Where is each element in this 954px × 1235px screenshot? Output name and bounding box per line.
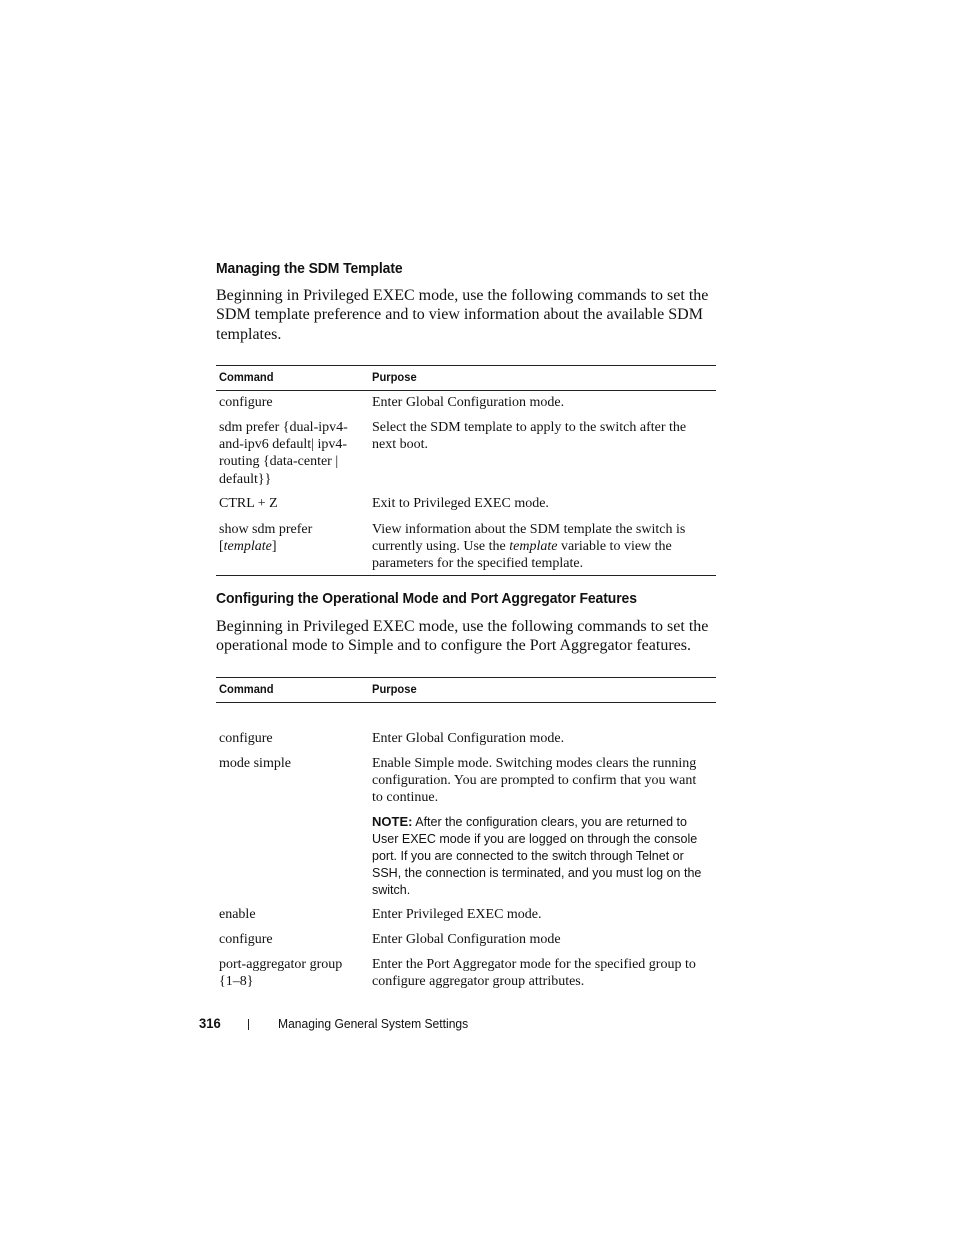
note-label: NOTE: bbox=[372, 814, 413, 829]
purpose-cell bbox=[372, 730, 714, 747]
bracket: [ bbox=[219, 539, 224, 555]
command-line bbox=[219, 538, 359, 555]
intro-line: Beginning in Privileged EXEC mode, use the following commands to set the bbox=[216, 618, 709, 635]
purpose-cell bbox=[372, 419, 714, 453]
section-intro-sdm bbox=[216, 286, 716, 344]
purpose-line: configuration. You are prompted to confirm that you want bbox=[372, 773, 697, 789]
command-line: port-aggregator group bbox=[219, 957, 343, 972]
command-cell bbox=[219, 755, 359, 772]
purpose-line: View information about the SDM template the switch is bbox=[372, 522, 686, 537]
section-heading-sdm-template: Managing the SDM Template bbox=[216, 260, 403, 277]
note-line: User EXEC mode if you are logged on through the console bbox=[372, 832, 698, 847]
purpose-cell bbox=[372, 394, 714, 411]
command-cell bbox=[219, 931, 359, 948]
command-line: mode simple bbox=[219, 756, 291, 771]
section-intro-operational bbox=[216, 617, 716, 656]
table-header bbox=[216, 365, 716, 391]
command-line: configure bbox=[219, 731, 273, 746]
intro-line: operational mode to Simple and to configure the Port Aggregator features. bbox=[216, 637, 691, 655]
command-line: default}} bbox=[219, 471, 272, 487]
note-line: SSH, the connection is terminated, and you must log on the bbox=[372, 866, 702, 881]
purpose-cell bbox=[372, 755, 714, 807]
purpose-line: Enter the Port Aggregator mode for the specified group to bbox=[372, 957, 696, 972]
command-cell bbox=[219, 956, 359, 990]
command-line: sdm prefer {dual-ipv4- bbox=[219, 420, 348, 435]
intro-line: templates. bbox=[216, 325, 282, 343]
template-variable: template bbox=[509, 539, 558, 555]
command-cell bbox=[219, 730, 359, 747]
command-line: CTRL + Z bbox=[219, 496, 278, 511]
purpose-cell bbox=[372, 956, 714, 990]
intro-line: Beginning in Privileged EXEC mode, use the following commands to set the bbox=[216, 287, 709, 304]
purpose-cell bbox=[372, 931, 714, 948]
footer-separator bbox=[248, 1019, 249, 1030]
purpose-cell bbox=[372, 495, 714, 512]
purpose-line: parameters for the specified template. bbox=[372, 556, 584, 572]
note-line: switch. bbox=[372, 883, 411, 898]
purpose-line: Enter Global Configuration mode bbox=[372, 932, 561, 947]
purpose-line: Enable Simple mode. Switching modes clears the running bbox=[372, 756, 697, 771]
command-line: enable bbox=[219, 907, 256, 922]
command-line: and-ipv6 default| ipv4- bbox=[219, 437, 347, 453]
purpose-line: next boot. bbox=[372, 437, 428, 453]
purpose-line: Enter Global Configuration mode. bbox=[372, 731, 565, 746]
note-line: port. If you are connected to the switch through Telnet or bbox=[372, 849, 684, 864]
purpose-line: Enter Privileged EXEC mode. bbox=[372, 907, 542, 922]
purpose-cell bbox=[372, 906, 714, 923]
command-cell bbox=[219, 521, 359, 555]
command-line: routing {data-center | bbox=[219, 454, 339, 470]
purpose-text: currently using. Use the bbox=[372, 539, 510, 555]
purpose-cell bbox=[372, 521, 714, 573]
note-block bbox=[372, 813, 714, 899]
note-line bbox=[372, 813, 714, 831]
column-header-command: Command bbox=[219, 370, 274, 384]
purpose-line: Enter Global Configuration mode. bbox=[372, 395, 565, 410]
column-header-command: Command bbox=[219, 682, 274, 696]
table-header bbox=[216, 677, 716, 703]
page-number: 316 bbox=[199, 1015, 221, 1031]
purpose-line bbox=[372, 538, 714, 555]
note-text: After the configuration clears, you are returned to bbox=[415, 815, 687, 829]
footer-chapter-title: Managing General System Settings bbox=[278, 1016, 469, 1031]
command-cell bbox=[219, 419, 359, 488]
bracket: ] bbox=[271, 539, 277, 555]
purpose-text: variable to view the bbox=[557, 539, 672, 555]
command-table-sdm bbox=[216, 365, 716, 576]
intro-line: SDM template preference and to view information about the available SDM bbox=[216, 306, 703, 324]
table-bottom-rule bbox=[216, 575, 716, 576]
purpose-line: Exit to Privileged EXEC mode. bbox=[372, 496, 549, 511]
column-header-purpose: Purpose bbox=[372, 370, 417, 384]
command-line: show sdm prefer bbox=[219, 522, 313, 537]
command-table-operational bbox=[216, 677, 716, 990]
purpose-line: Select the SDM template to apply to the switch after the bbox=[372, 420, 687, 435]
command-line: configure bbox=[219, 395, 273, 410]
purpose-line: to continue. bbox=[372, 790, 439, 806]
column-header-purpose: Purpose bbox=[372, 682, 417, 696]
section-heading-operational-mode: Configuring the Operational Mode and Port Aggregator Features bbox=[216, 590, 637, 607]
command-line: configure bbox=[219, 932, 273, 947]
command-cell bbox=[219, 906, 359, 923]
command-cell bbox=[219, 394, 359, 411]
command-cell bbox=[219, 495, 359, 512]
template-variable: template bbox=[223, 539, 272, 555]
purpose-line: configure aggregator group attributes. bbox=[372, 974, 585, 990]
command-line: {1–8} bbox=[219, 974, 254, 990]
